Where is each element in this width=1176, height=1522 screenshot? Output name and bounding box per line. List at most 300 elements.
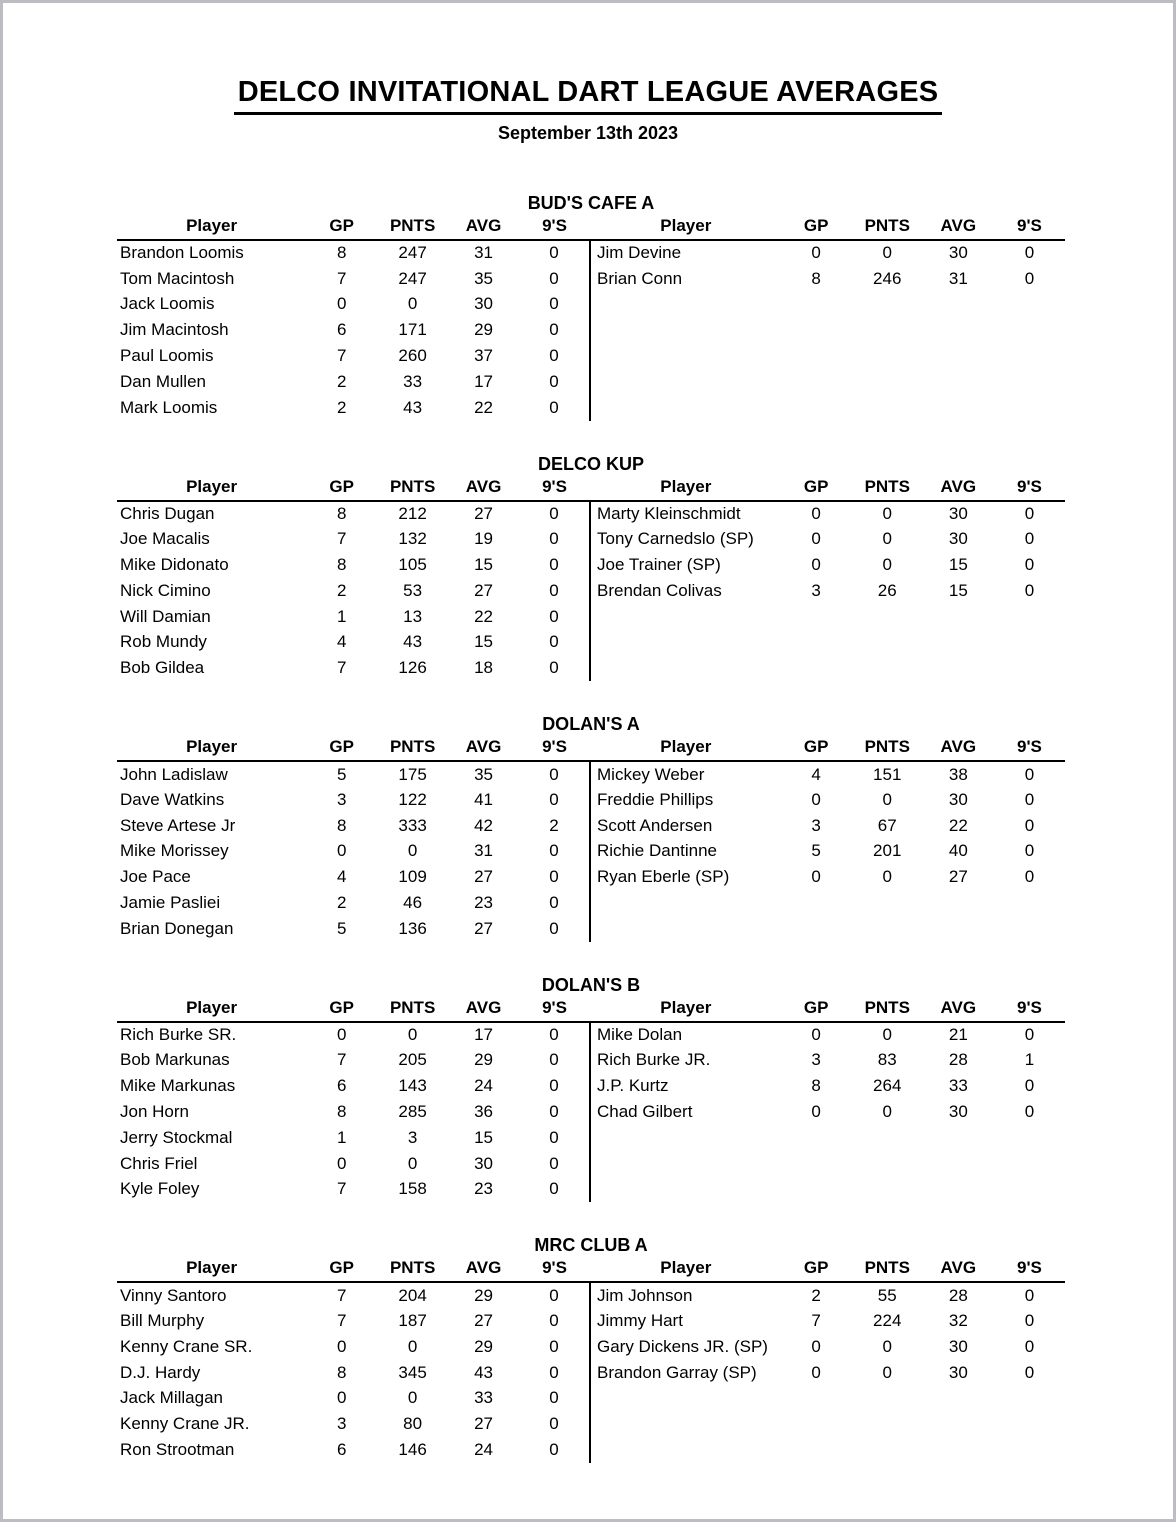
column-header: PNTS <box>852 216 923 240</box>
column-header: 9'S <box>519 1258 590 1282</box>
player-name-cell: Mike Dolan <box>597 1025 683 1045</box>
stat-cell: 0 <box>811 1102 821 1122</box>
column-header: AVG <box>448 216 519 240</box>
stat-cell: 4 <box>336 867 347 887</box>
stat-cell: 27 <box>474 503 493 523</box>
stat-cell: 33 <box>948 1076 968 1096</box>
stat-cell: 33 <box>474 1388 493 1408</box>
table-row <box>117 1437 590 1463</box>
column-header: GP <box>306 477 377 501</box>
table-row <box>591 864 1065 890</box>
stat-cell: 0 <box>1024 1336 1035 1356</box>
column-header: Player <box>591 737 781 761</box>
stat-cell: 1 <box>336 606 347 626</box>
teams-container <box>117 191 1065 1463</box>
stat-cell: 0 <box>336 841 347 861</box>
stat-cell: 21 <box>948 1025 968 1045</box>
column-header: AVG <box>448 477 519 501</box>
column-header: GP <box>781 216 852 240</box>
column-header: GP <box>306 998 377 1022</box>
stat-cell: 247 <box>398 268 427 288</box>
stat-cell: 31 <box>474 841 493 861</box>
player-name-cell: Mike Markunas <box>120 1076 236 1096</box>
player-name-cell: Chad Gilbert <box>597 1102 693 1122</box>
header-row <box>117 1258 590 1282</box>
stat-cell: 0 <box>519 604 590 630</box>
table-row <box>117 1099 590 1125</box>
player-name-cell: Joe Pace <box>120 867 191 887</box>
stat-cell: 1 <box>1024 1050 1035 1070</box>
column-header: Player <box>117 998 306 1022</box>
stat-cell: 0 <box>336 1388 347 1408</box>
player-name-cell: Mickey Weber <box>597 764 705 784</box>
stat-cell: 17 <box>474 1025 493 1045</box>
team-section <box>117 191 1065 421</box>
team-section <box>117 1233 1065 1463</box>
stat-cell: 22 <box>474 606 493 626</box>
stat-cell: 29 <box>474 1336 493 1356</box>
stat-cell: 0 <box>882 789 892 809</box>
stat-cell: 42 <box>474 815 493 835</box>
column-header: Player <box>591 216 781 240</box>
player-name-cell: Joe Trainer (SP) <box>597 555 721 575</box>
table-row <box>117 343 590 369</box>
stats-table-right <box>591 216 1065 292</box>
stat-cell: 37 <box>474 346 493 366</box>
stat-cell: 205 <box>398 1050 427 1070</box>
stat-cell: 0 <box>519 864 590 890</box>
player-name-cell: Mike Didonato <box>120 555 229 575</box>
player-name-cell: Ryan Eberle (SP) <box>597 867 730 887</box>
player-name-cell: Dan Mullen <box>120 371 206 391</box>
column-header: GP <box>781 998 852 1022</box>
player-name-cell: Ron Strootman <box>120 1439 235 1459</box>
stats-table-left <box>117 998 591 1203</box>
column-header: 9'S <box>519 477 590 501</box>
stat-cell: 136 <box>398 918 427 938</box>
stat-cell: 0 <box>882 1336 892 1356</box>
player-name-cell: Vinny Santoro <box>120 1285 227 1305</box>
table-row <box>117 864 590 890</box>
stat-cell: 17 <box>474 371 493 391</box>
table-row <box>117 292 590 318</box>
stat-cell: 27 <box>474 1414 493 1434</box>
player-name-cell: Kyle Foley <box>120 1179 200 1199</box>
stat-cell: 43 <box>403 632 423 652</box>
column-header: GP <box>306 737 377 761</box>
stat-cell: 22 <box>474 397 493 417</box>
stat-cell: 5 <box>336 918 347 938</box>
stat-cell: 6 <box>336 1439 347 1459</box>
stat-cell: 0 <box>519 501 590 527</box>
stat-cell: 0 <box>519 1308 590 1334</box>
stat-cell: 0 <box>1024 529 1035 549</box>
table-row <box>591 787 1065 813</box>
stat-cell: 224 <box>873 1311 902 1330</box>
stat-cell: 27 <box>474 1311 493 1330</box>
stat-cell: 2 <box>811 1285 821 1305</box>
stat-cell: 30 <box>948 1102 968 1122</box>
stat-cell: 8 <box>336 1102 347 1122</box>
stat-cell: 0 <box>407 1025 418 1045</box>
stat-cell: 0 <box>519 1125 590 1151</box>
stat-cell: 0 <box>519 1073 590 1099</box>
stat-cell: 0 <box>519 1411 590 1437</box>
player-name-cell: Tony Carnedslo (SP) <box>597 529 754 549</box>
stat-cell: 29 <box>474 1285 493 1305</box>
stat-cell: 109 <box>398 867 427 887</box>
stat-cell: 0 <box>1024 580 1035 600</box>
table-row <box>591 1360 1065 1386</box>
column-header: AVG <box>923 1258 994 1282</box>
column-header: GP <box>781 737 852 761</box>
player-name-cell: Joe Macalis <box>120 529 210 549</box>
column-header: PNTS <box>852 737 923 761</box>
column-header: PNTS <box>852 998 923 1022</box>
stat-cell: 0 <box>519 552 590 578</box>
table-row <box>591 526 1065 552</box>
stat-cell: 3 <box>811 580 821 600</box>
stats-table-left <box>117 1258 591 1463</box>
stat-cell: 5 <box>811 841 821 861</box>
player-name-cell: Jim Devine <box>597 243 682 263</box>
player-name-cell: Jamie Pasliei <box>120 893 221 913</box>
table-row <box>117 1334 590 1360</box>
column-header: Player <box>117 477 306 501</box>
stat-cell: 23 <box>474 893 493 913</box>
table-row <box>591 1022 1065 1048</box>
player-name-cell: Bob Markunas <box>120 1050 230 1070</box>
stat-cell: 0 <box>407 1153 418 1173</box>
table-row <box>591 266 1065 292</box>
stat-cell: 5 <box>336 764 347 784</box>
column-header: 9'S <box>519 998 590 1022</box>
column-header: 9'S <box>519 737 590 761</box>
stat-cell: 67 <box>877 815 897 835</box>
team-section <box>117 973 1065 1203</box>
stat-cell: 38 <box>948 764 968 784</box>
stat-cell: 0 <box>336 1153 347 1173</box>
stat-cell: 0 <box>519 578 590 604</box>
stat-cell: 0 <box>519 526 590 552</box>
stat-cell: 15 <box>474 555 493 575</box>
column-header: Player <box>591 1258 781 1282</box>
stat-cell: 7 <box>336 268 347 288</box>
stat-cell: 0 <box>519 1022 590 1048</box>
team-tables <box>117 1258 1065 1463</box>
stat-cell: 0 <box>882 243 892 263</box>
column-header: PNTS <box>377 1258 448 1282</box>
column-header: 9'S <box>994 737 1065 761</box>
stat-cell: 122 <box>398 789 427 809</box>
player-name-cell: Kenny Crane SR. <box>120 1336 253 1356</box>
stat-cell: 0 <box>882 1102 892 1122</box>
stat-cell: 0 <box>1024 1025 1035 1045</box>
table-row <box>117 1151 590 1177</box>
stat-cell: 43 <box>403 397 423 417</box>
stat-cell: 0 <box>519 1437 590 1463</box>
table-row <box>117 552 590 578</box>
column-header: Player <box>591 477 781 501</box>
table-row <box>591 240 1065 266</box>
header-row <box>591 477 1065 501</box>
stat-cell: 31 <box>948 268 968 288</box>
stat-cell: 2 <box>336 580 347 600</box>
stat-cell: 0 <box>811 789 821 809</box>
team-name: MRC CLUB A <box>534 1235 648 1256</box>
stat-cell: 0 <box>882 555 892 575</box>
player-name-cell: Jack Loomis <box>120 294 215 314</box>
column-header: AVG <box>448 737 519 761</box>
stat-cell: 41 <box>474 789 493 809</box>
stat-cell: 35 <box>474 764 493 784</box>
stat-cell: 204 <box>398 1285 427 1305</box>
stat-cell: 22 <box>948 815 968 835</box>
team-name: DELCO KUP <box>537 453 644 474</box>
column-header: 9'S <box>994 216 1065 240</box>
header-row <box>591 1258 1065 1282</box>
column-header: 9'S <box>519 216 590 240</box>
player-name-cell: Brian Donegan <box>120 918 234 938</box>
stat-cell: 30 <box>948 243 968 263</box>
stats-table-left <box>117 737 591 942</box>
stat-cell: 1 <box>336 1127 347 1147</box>
column-header: 9'S <box>994 1258 1065 1282</box>
table-row <box>117 1022 590 1048</box>
column-header: GP <box>306 1258 377 1282</box>
column-header: PNTS <box>377 998 448 1022</box>
table-row <box>117 890 590 916</box>
player-name-cell: J.P. Kurtz <box>597 1076 669 1096</box>
player-name-cell: Richie Dantinne <box>597 841 718 861</box>
stat-cell: 6 <box>336 320 347 340</box>
table-row <box>591 1099 1065 1125</box>
stat-cell: 0 <box>519 343 590 369</box>
stat-cell: 0 <box>882 867 892 887</box>
player-name-cell: Rich Burke SR. <box>120 1025 237 1045</box>
header-row <box>117 216 590 240</box>
player-name-cell: Paul Loomis <box>120 346 214 366</box>
stat-cell: 3 <box>336 1414 347 1434</box>
stat-cell: 285 <box>398 1102 427 1122</box>
stat-cell: 35 <box>474 268 493 288</box>
table-row <box>117 369 590 395</box>
stat-cell: 30 <box>948 529 968 549</box>
player-name-cell: Rich Burke JR. <box>597 1050 711 1070</box>
stat-cell: 30 <box>948 1362 968 1382</box>
table-row <box>117 630 590 656</box>
column-header: AVG <box>448 1258 519 1282</box>
stat-cell: 24 <box>474 1439 493 1459</box>
stat-cell: 0 <box>519 839 590 865</box>
stat-cell: 7 <box>336 529 347 549</box>
stat-cell: 0 <box>1024 789 1035 809</box>
stat-cell: 46 <box>403 893 423 913</box>
table-row <box>117 526 590 552</box>
stat-cell: 0 <box>336 1336 347 1356</box>
stat-cell: 260 <box>398 346 427 366</box>
stat-cell: 0 <box>519 1151 590 1177</box>
stat-cell: 0 <box>519 1360 590 1386</box>
table-row <box>117 266 590 292</box>
stat-cell: 43 <box>474 1362 493 1382</box>
column-header: AVG <box>923 998 994 1022</box>
header-row <box>591 216 1065 240</box>
stat-cell: 158 <box>398 1179 427 1199</box>
player-name-cell: Brian Conn <box>597 268 683 288</box>
player-name-cell: Scott Andersen <box>597 815 713 835</box>
stat-cell: 0 <box>882 503 892 523</box>
column-header: AVG <box>923 477 994 501</box>
table-row <box>117 317 590 343</box>
stat-cell: 0 <box>1024 503 1035 523</box>
stat-cell: 0 <box>519 317 590 343</box>
column-header: AVG <box>923 737 994 761</box>
player-name-cell: Brendan Colivas <box>597 580 722 600</box>
stat-cell: 0 <box>811 1336 821 1356</box>
stat-cell: 0 <box>1024 1102 1035 1122</box>
stat-cell: 80 <box>403 1414 423 1434</box>
stat-cell: 0 <box>811 555 821 575</box>
table-row <box>591 501 1065 527</box>
table-row <box>591 1334 1065 1360</box>
stat-cell: 0 <box>1024 1311 1035 1330</box>
stat-cell: 8 <box>811 268 821 288</box>
stat-cell: 2 <box>336 893 347 913</box>
stat-cell: 23 <box>474 1179 493 1199</box>
stat-cell: 0 <box>811 243 821 263</box>
stat-cell: 15 <box>948 555 968 575</box>
stat-cell: 36 <box>474 1102 493 1122</box>
stat-cell: 7 <box>336 1050 347 1070</box>
stat-cell: 246 <box>873 268 902 288</box>
stat-cell: 27 <box>948 867 968 887</box>
stat-cell: 0 <box>336 1025 347 1045</box>
stat-cell: 0 <box>1024 1362 1035 1382</box>
page-title: DELCO INVITATIONAL DART LEAGUE AVERAGES <box>234 75 943 115</box>
header-row <box>591 998 1065 1022</box>
stat-cell: 0 <box>1024 243 1035 263</box>
stat-cell: 0 <box>1024 555 1035 575</box>
stat-cell: 7 <box>336 1311 347 1330</box>
table-row <box>117 240 590 266</box>
column-header: GP <box>781 1258 852 1282</box>
column-header: Player <box>591 998 781 1022</box>
player-name-cell: Bill Murphy <box>120 1311 205 1330</box>
player-name-cell: Jon Horn <box>120 1102 189 1122</box>
table-row <box>117 1125 590 1151</box>
column-header: PNTS <box>377 477 448 501</box>
stat-cell: 345 <box>398 1362 427 1382</box>
stats-table-right <box>591 1258 1065 1385</box>
table-row <box>117 1282 590 1308</box>
stats-table-right <box>591 737 1065 890</box>
stat-cell: 33 <box>403 371 423 391</box>
stat-cell: 0 <box>519 1386 590 1412</box>
stat-cell: 8 <box>336 503 347 523</box>
stat-cell: 0 <box>882 529 892 549</box>
stat-cell: 0 <box>1024 841 1035 861</box>
stat-cell: 0 <box>519 240 590 266</box>
stat-cell: 0 <box>519 1334 590 1360</box>
stat-cell: 19 <box>474 529 493 549</box>
table-row <box>591 1073 1065 1099</box>
player-name-cell: Nick Cimino <box>120 580 211 600</box>
table-row <box>117 1360 590 1386</box>
stat-cell: 7 <box>336 346 347 366</box>
player-name-cell: Mike Morissey <box>120 841 229 861</box>
stat-cell: 31 <box>474 243 493 263</box>
stat-cell: 8 <box>336 815 347 835</box>
team-tables <box>117 216 1065 421</box>
stat-cell: 7 <box>811 1311 821 1330</box>
player-name-cell: D.J. Hardy <box>120 1362 201 1382</box>
stat-cell: 0 <box>407 294 418 314</box>
player-name-cell: Chris Friel <box>120 1153 198 1173</box>
stat-cell: 7 <box>336 1179 347 1199</box>
stats-table-right <box>591 998 1065 1125</box>
stat-cell: 333 <box>398 815 427 835</box>
stat-cell: 0 <box>811 1025 821 1045</box>
stat-cell: 143 <box>398 1076 427 1096</box>
stats-table-left <box>117 477 591 682</box>
table-row <box>117 1308 590 1334</box>
stat-cell: 0 <box>519 1099 590 1125</box>
stat-cell: 4 <box>336 632 347 652</box>
column-header: PNTS <box>852 477 923 501</box>
stat-cell: 8 <box>811 1076 821 1096</box>
stat-cell: 2 <box>519 813 590 839</box>
player-name-cell: Jim Johnson <box>597 1285 693 1305</box>
table-row <box>591 1282 1065 1308</box>
table-row <box>117 578 590 604</box>
stat-cell: 7 <box>336 658 347 678</box>
stat-cell: 0 <box>519 292 590 318</box>
stat-cell: 0 <box>407 841 418 861</box>
stat-cell: 0 <box>519 1177 590 1203</box>
stat-cell: 28 <box>948 1050 968 1070</box>
stat-cell: 15 <box>474 1127 493 1147</box>
stat-cell: 264 <box>873 1076 902 1096</box>
stat-cell: 212 <box>398 503 427 523</box>
stat-cell: 0 <box>811 529 821 549</box>
stat-cell: 3 <box>407 1127 418 1147</box>
stat-cell: 0 <box>519 655 590 681</box>
stat-cell: 0 <box>519 890 590 916</box>
stat-cell: 29 <box>474 320 493 340</box>
team-name: DOLAN'S A <box>542 714 640 735</box>
stat-cell: 0 <box>811 1362 821 1382</box>
header-row <box>591 737 1065 761</box>
player-name-cell: Kenny Crane JR. <box>120 1414 250 1434</box>
player-name-cell: Marty Kleinschmidt <box>597 503 741 523</box>
table-row <box>591 578 1065 604</box>
team-tables <box>117 998 1065 1203</box>
stat-cell: 27 <box>474 918 493 938</box>
column-header: GP <box>781 477 852 501</box>
stat-cell: 0 <box>1024 867 1035 887</box>
stat-cell: 0 <box>1024 764 1035 784</box>
column-header: AVG <box>448 998 519 1022</box>
table-row <box>117 655 590 681</box>
stat-cell: 53 <box>403 580 423 600</box>
table-row <box>117 1073 590 1099</box>
stat-cell: 28 <box>948 1285 968 1305</box>
team-section <box>117 452 1065 682</box>
player-name-cell: Bob Gildea <box>120 658 205 678</box>
stat-cell: 13 <box>403 606 423 626</box>
table-row <box>117 839 590 865</box>
